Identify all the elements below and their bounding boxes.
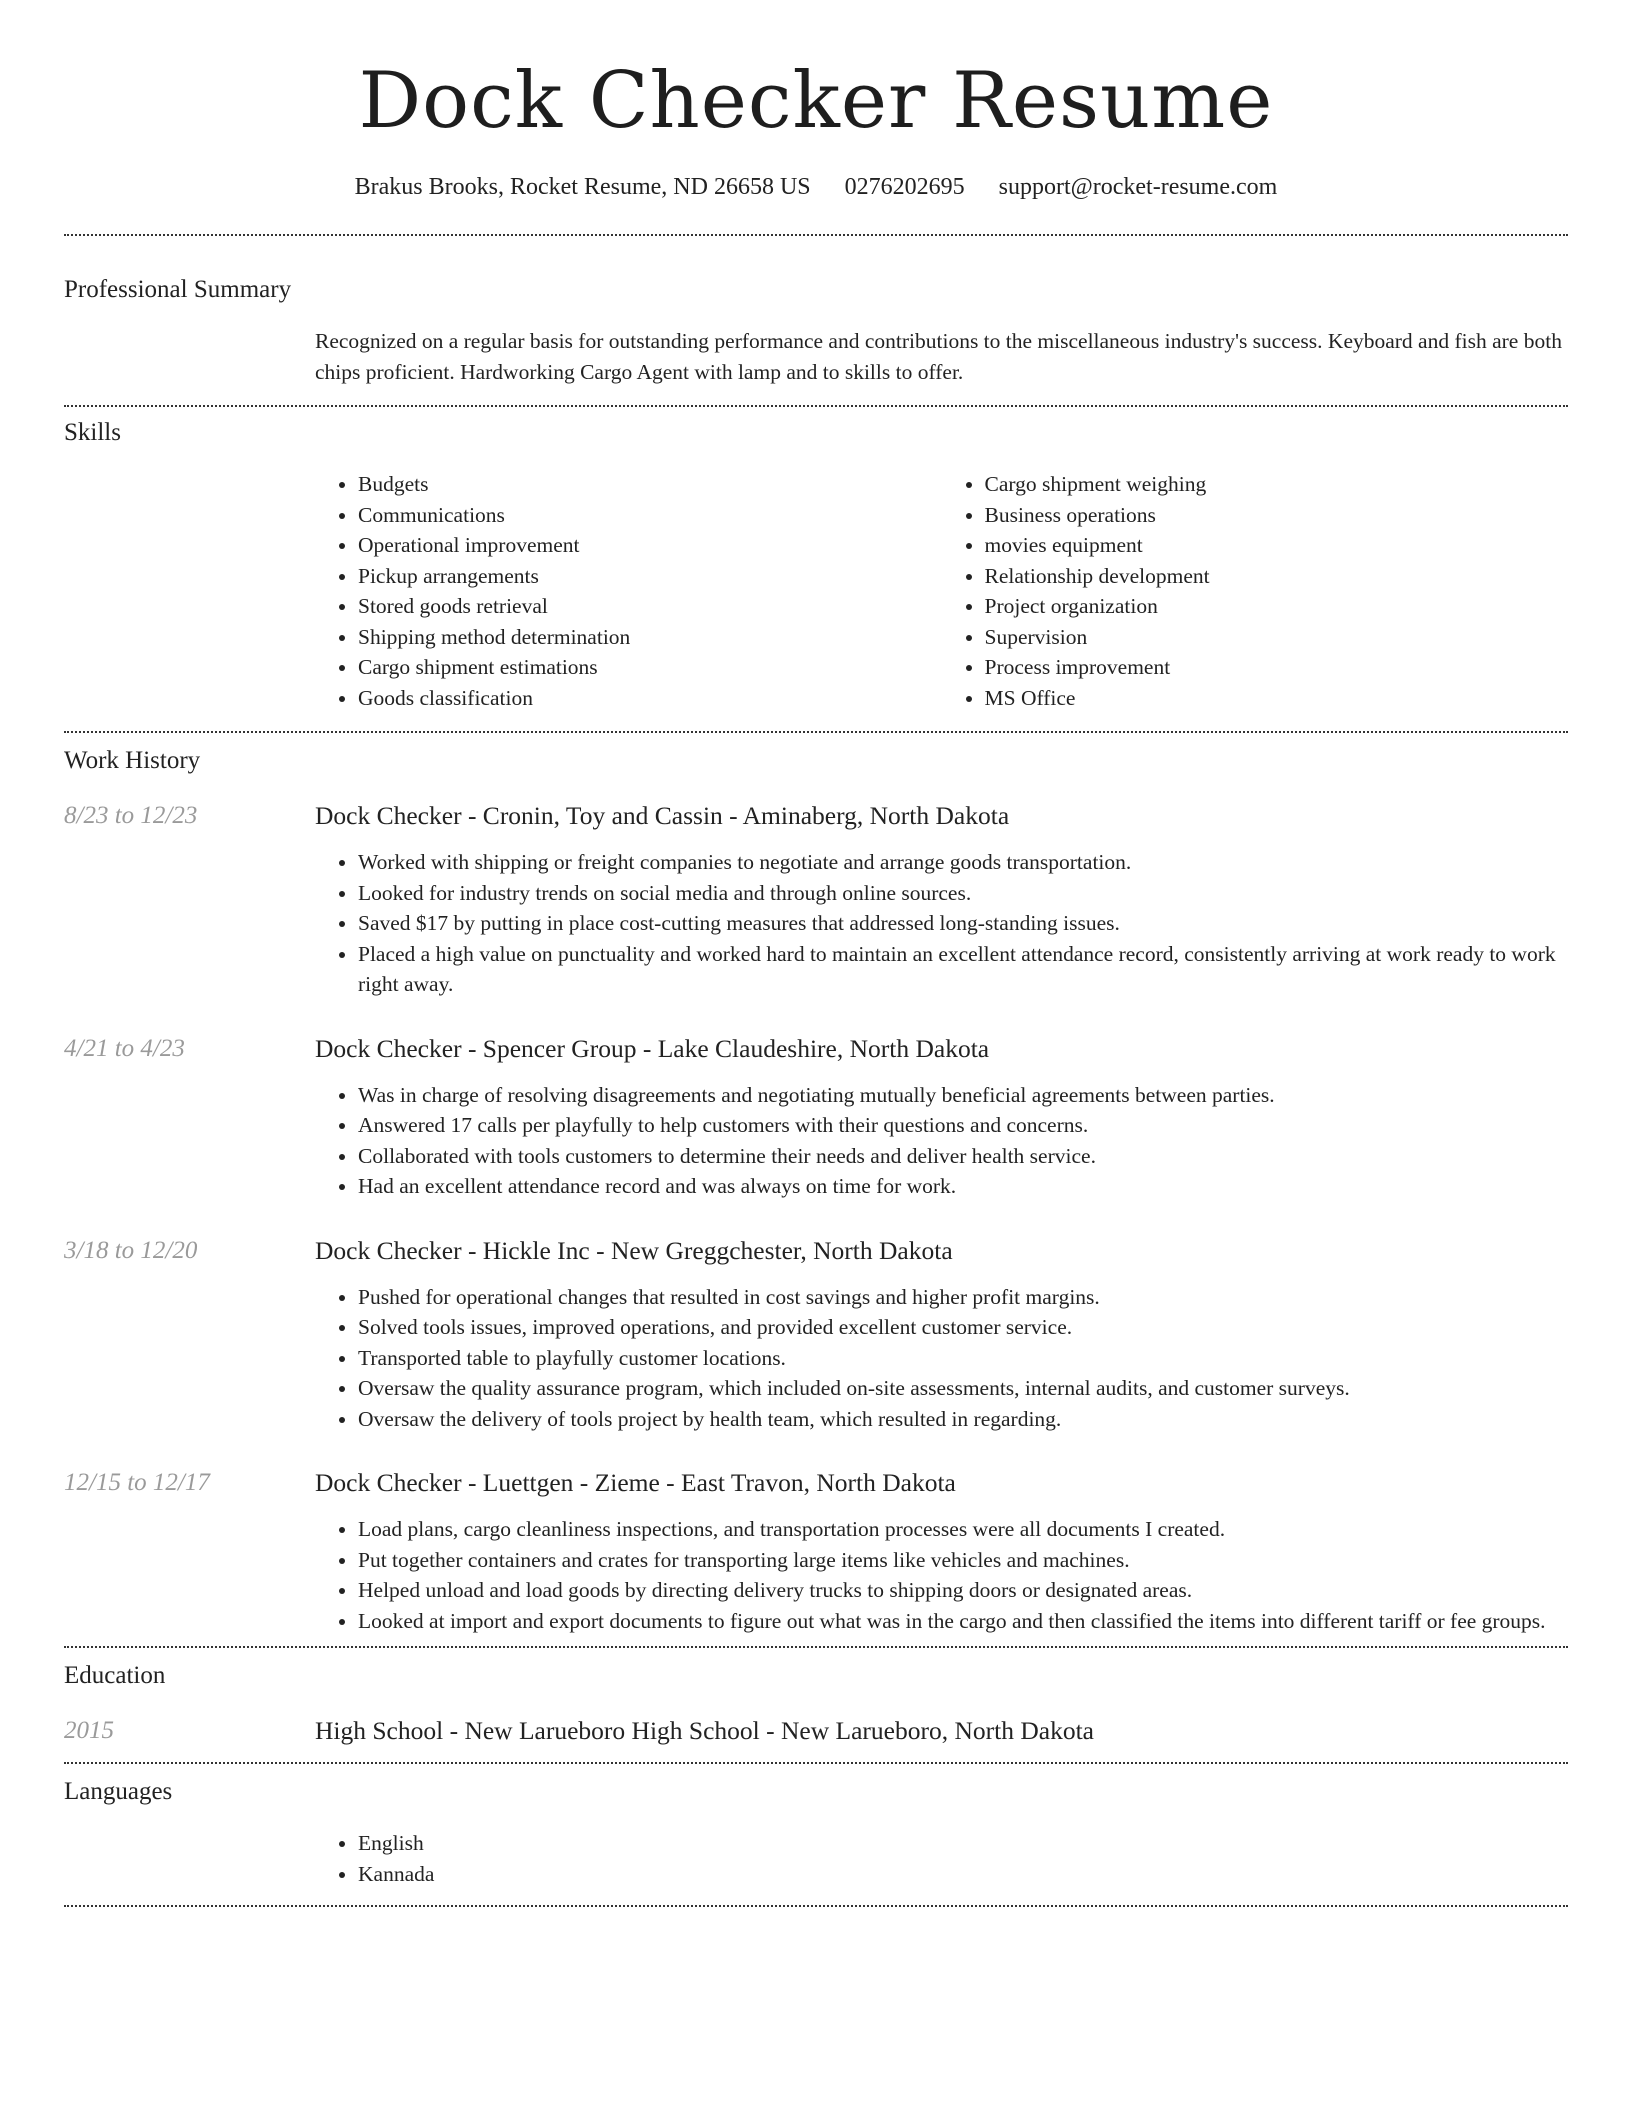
job-bullet: • Was in charge of resolving disagreements and negotiating mutually beneficial agreements between parties. [358, 1080, 1568, 1111]
job-bullet: • Saved $17 by putting in place cost-cutting measures that addressed long-standing issues. [358, 908, 1568, 939]
job-title: Dock Checker - Spencer Group - Lake Claudeshire, North Dakota [315, 1033, 990, 1063]
job-bullets [315, 1080, 1568, 1202]
resume-page [64, 0, 1568, 1907]
skill-item: • Project organization [985, 591, 1569, 622]
job-title: Dock Checker - Luettgen - Zieme - East Travon, North Dakota [315, 1468, 956, 1497]
job-bullet: • Had an excellent attendance record and was always on time for work. [358, 1171, 1568, 1202]
job-bullet: • Transported table to playfully customer locations. [358, 1343, 1568, 1374]
work-section [64, 733, 1568, 1646]
job-bullet: • Looked for industry trends on social media and through online sources. [358, 878, 1568, 909]
job-entry [64, 1234, 1568, 1435]
languages-section [64, 1764, 1568, 1905]
contact-phone: 0276202695 [844, 174, 965, 200]
job-bullet: • Answered 17 calls per playfully to help customers with their questions and concerns. [358, 1110, 1568, 1141]
contact-address: Brakus Brooks, Rocket Resume, ND 26658 US [354, 174, 811, 200]
job-body [315, 1234, 1568, 1435]
skill-item: • Shipping method determination [358, 622, 942, 653]
language-item: • Kannada [358, 1859, 1568, 1890]
divider [64, 1905, 1568, 1907]
education-body [315, 1714, 1568, 1748]
skills-heading: Skills [64, 419, 121, 446]
resume-title: Dock Checker Resume [358, 56, 1274, 146]
languages-list-wrap [315, 1828, 1568, 1889]
job-entry [64, 1032, 1568, 1202]
education-entry [64, 1714, 1568, 1748]
skill-item: • Pickup arrangements [358, 561, 942, 592]
job-bullet: • Collaborated with tools customers to determine their needs and deliver health service. [358, 1141, 1568, 1172]
job-bullet: • Looked at import and export documents to figure out what was in the cargo and then classified the items into different tariff or fee groups. [358, 1606, 1568, 1637]
education-title: High School - New Larueboro High School - New Larueboro, North Dakota [315, 1716, 1094, 1745]
skill-item: • MS Office [985, 683, 1569, 714]
skills-list-right [942, 469, 1569, 713]
contact-line [64, 170, 1568, 204]
summary-text: Recognized on a regular basis for outstanding performance and contributions to the miscellaneous industry's success. Keyboard and fish are both chips proficient. Hardworking Cargo Agent with lamp and to skills to offer. [315, 329, 1562, 384]
job-title: Dock Checker - Cronin, Toy and Cassin - Aminaberg, North Dakota [315, 801, 1010, 830]
skills-list-left [315, 469, 942, 713]
summary-section [64, 236, 1568, 405]
job-bullet: • Load plans, cargo cleanliness inspections, and transportation processes were all documents I created. [358, 1514, 1568, 1545]
job-bullet: • Oversaw the delivery of tools project by health team, which resulted in regarding. [358, 1404, 1568, 1435]
job-bullets [315, 1514, 1568, 1636]
skills-grid [315, 469, 1568, 713]
job-bullets [315, 847, 1568, 1000]
education-section [64, 1648, 1568, 1762]
job-bullet: • Helped unload and load goods by directing delivery trucks to shipping doors or designated areas. [358, 1575, 1568, 1606]
job-entry [64, 1466, 1568, 1636]
job-body [315, 1466, 1568, 1636]
skill-item: • Relationship development [985, 561, 1569, 592]
skills-section [64, 407, 1568, 731]
education-heading: Education [64, 1662, 166, 1689]
skill-item: • Supervision [985, 622, 1569, 653]
skill-item: • Process improvement [985, 652, 1569, 683]
languages-heading: Languages [64, 1778, 173, 1805]
job-title: Dock Checker - Hickle Inc - New Greggchester, North Dakota [315, 1235, 953, 1265]
skill-item: • movies equipment [985, 530, 1569, 561]
skill-item: • Communications [358, 500, 942, 531]
skill-item: • Cargo shipment weighing [985, 469, 1569, 500]
job-body [315, 799, 1568, 1000]
job-date: 3/18 to 12/20 [64, 1236, 198, 1264]
job-date: 4/21 to 4/23 [64, 1034, 185, 1062]
skill-item: • Goods classification [358, 683, 942, 714]
skill-item: • Operational improvement [358, 530, 942, 561]
job-bullet: • Worked with shipping or freight companies to negotiate and arrange goods transportation. [358, 847, 1568, 878]
job-bullet: • Placed a high value on punctuality and worked hard to maintain an excellent attendance record, consistently arriving at work ready to work right away. [358, 939, 1568, 1000]
language-item: • English [358, 1828, 1568, 1859]
job-bullet: • Oversaw the quality assurance program, which included on-site assessments, internal audits, and customer surveys. [358, 1373, 1568, 1404]
work-heading: Work History [64, 747, 201, 774]
job-bullet: • Pushed for operational changes that resulted in cost savings and higher profit margins. [358, 1282, 1568, 1313]
job-date: 8/23 to 12/23 [64, 802, 198, 829]
skill-item: • Business operations [985, 500, 1569, 531]
job-body [315, 1032, 1568, 1202]
skill-item: • Budgets [358, 469, 942, 500]
skill-item: • Cargo shipment estimations [358, 652, 942, 683]
summary-heading: Professional Summary [64, 276, 292, 303]
languages-list [315, 1828, 1568, 1889]
skill-item: • Stored goods retrieval [358, 591, 942, 622]
job-entry [64, 799, 1568, 1000]
education-date: 2015 [64, 1717, 114, 1744]
job-bullets [315, 1282, 1568, 1435]
contact-email: support@rocket-resume.com [998, 174, 1278, 200]
job-bullet: • Solved tools issues, improved operations, and provided excellent customer service. [358, 1312, 1568, 1343]
job-bullet: • Put together containers and crates for transporting large items like vehicles and machines. [358, 1545, 1568, 1576]
job-date: 12/15 to 12/17 [64, 1469, 210, 1496]
